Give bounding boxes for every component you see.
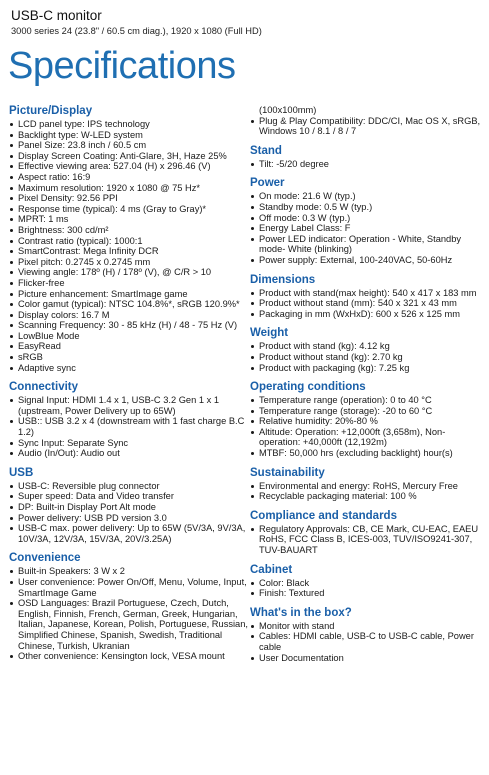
- page-title: Specifications: [8, 45, 236, 87]
- spec-item: Display colors: 16.7 M: [9, 310, 248, 321]
- section-connectivity: [9, 381, 248, 459]
- spec-item: Response time (typical): 4 ms (Gray to Gray)*: [9, 204, 248, 215]
- spec-list: [250, 578, 482, 599]
- spec-item: Maximum resolution: 1920 x 1080 @ 75 Hz*: [9, 183, 248, 194]
- spec-item: Other convenience: Kensington lock, VESA mount: [9, 651, 248, 662]
- section-what-s-in-the-box: [250, 607, 482, 663]
- spec-item: Display Screen Coating: Anti-Glare, 3H, Haze 25%: [9, 151, 248, 162]
- spec-item: Tilt: -5/20 degree: [250, 159, 482, 170]
- continuation-list: [250, 105, 482, 116]
- section-heading: Operating conditions: [250, 381, 366, 394]
- spec-item: Sync Input: Separate Sync: [9, 438, 248, 449]
- section-heading: What's in the box?: [250, 606, 352, 619]
- left-column: [9, 105, 248, 670]
- section-operating-conditions: [250, 381, 482, 459]
- spec-item: Temperature range (storage): -20 to 60 °C: [250, 406, 482, 417]
- spec-item: Product with stand(max height): 540 x 417 x 183 mm: [250, 288, 482, 299]
- spec-item: Finish: Textured: [250, 588, 482, 599]
- right-sections: [250, 116, 482, 664]
- spec-list: [9, 395, 248, 459]
- product-subtitle: 3000 series 24 (23.8" / 60.5 cm diag.), 1920 x 1080 (Full HD): [11, 26, 262, 36]
- section-usb: [9, 467, 248, 545]
- spec-list: [250, 116, 482, 137]
- spec-list: [250, 621, 482, 663]
- section-heading: Dimensions: [250, 273, 316, 286]
- spec-item: Audio (In/Out): Audio out: [9, 448, 248, 459]
- section-stand: [250, 145, 482, 170]
- spec-item: Energy Label Class: F: [250, 223, 482, 234]
- spec-item: Scanning Frequency: 30 - 85 kHz (H) / 48 - 75 Hz (V): [9, 320, 248, 331]
- spec-item: Power LED indicator: Operation - White, Standby mode- White (blinking): [250, 234, 482, 255]
- spec-item: Color gamut (typical): NTSC 104.8%*, sRGB 120.9%*: [9, 299, 248, 310]
- spec-item: Effective viewing area: 527.04 (H) x 296.46 (V): [9, 161, 248, 172]
- spec-list: [250, 395, 482, 459]
- section-weight: [250, 327, 482, 373]
- spec-item: Environmental and energy: RoHS, Mercury Free: [250, 481, 482, 492]
- section-heading: Cabinet: [250, 563, 293, 576]
- spec-item: Monitor with stand: [250, 621, 482, 632]
- section-heading: Convenience: [9, 552, 81, 565]
- spec-list: [250, 524, 482, 556]
- spec-list: [250, 341, 482, 373]
- spec-item: Standby mode: 0.5 W (typ.): [250, 202, 482, 213]
- spec-item: Brightness: 300 cd/m²: [9, 225, 248, 236]
- spec-item: Off mode: 0.3 W (typ.): [250, 213, 482, 224]
- spec-item: USB-C: Reversible plug connector: [9, 481, 248, 492]
- product-name: USB-C monitor: [11, 8, 102, 23]
- section-heading: Weight: [250, 327, 289, 340]
- section-continued: [250, 116, 482, 137]
- spec-item: Super speed: Data and Video transfer: [9, 491, 248, 502]
- section-power: [250, 177, 482, 265]
- spec-item: Picture enhancement: SmartImage game: [9, 289, 248, 300]
- spec-list: [250, 288, 482, 320]
- spec-item: Color: Black: [250, 578, 482, 589]
- spec-item: Temperature range (operation): 0 to 40 °C: [250, 395, 482, 406]
- section-heading: Compliance and standards: [250, 509, 397, 522]
- section-heading: Connectivity: [9, 381, 79, 394]
- spec-item: Product without stand (mm): 540 x 321 x 43 mm: [250, 298, 482, 309]
- right-column: [250, 105, 482, 671]
- spec-list: [250, 159, 482, 170]
- spec-item: Cables: HDMI cable, USB-C to USB-C cable, Power cable: [250, 631, 482, 652]
- section-compliance-and-standards: [250, 510, 482, 556]
- section-heading: Sustainability: [250, 466, 325, 479]
- spec-item: User convenience: Power On/Off, Menu, Volume, Input, SmartImage Game: [9, 577, 248, 598]
- spec-item: Aspect ratio: 16:9: [9, 172, 248, 183]
- section-sustainability: [250, 467, 482, 502]
- continuation-text: (100x100mm): [259, 105, 317, 115]
- spec-item: Recyclable packaging material: 100 %: [250, 491, 482, 502]
- spec-item: Flicker-free: [9, 278, 248, 289]
- spec-item: User Documentation: [250, 653, 482, 664]
- spec-item: Contrast ratio (typical): 1000:1: [9, 236, 248, 247]
- spec-item: Regulatory Approvals: CB, CE Mark, CU-EAC, EAEU RoHS, FCC Class B, ICES-003, TUV/ISO9241-307, TUV-BAUART: [250, 524, 482, 556]
- spec-item: Altitude: Operation: +12,000ft (3,658m), Non-operation: +40,000ft (12,192m): [250, 427, 482, 448]
- spec-item: LCD panel type: IPS technology: [9, 119, 248, 130]
- section-cabinet: [250, 564, 482, 599]
- spec-item: On mode: 21.6 W (typ.): [250, 191, 482, 202]
- spec-item: Pixel pitch: 0.2745 x 0.2745 mm: [9, 257, 248, 268]
- section-heading: Stand: [250, 144, 282, 157]
- section-dimensions: [250, 274, 482, 320]
- spec-item: LowBlue Mode: [9, 331, 248, 342]
- spec-item: sRGB: [9, 352, 248, 363]
- spec-item: Viewing angle: 178º (H) / 178º (V), @ C/R > 10: [9, 267, 248, 278]
- spec-item: MPRT: 1 ms: [9, 214, 248, 225]
- spec-list: [9, 481, 248, 545]
- spec-item: Product without stand (kg): 2.70 kg: [250, 352, 482, 363]
- spec-item: SmartContrast: Mega Infinity DCR: [9, 246, 248, 257]
- spec-list: [250, 191, 482, 265]
- spec-item: Product with packaging (kg): 7.25 kg: [250, 363, 482, 374]
- spec-list: [9, 566, 248, 661]
- spec-item: DP: Built-in Display Port Alt mode: [9, 502, 248, 513]
- spec-item: Adaptive sync: [9, 363, 248, 374]
- spec-item: Power delivery: USB PD version 3.0: [9, 513, 248, 524]
- spec-item: Built-in Speakers: 3 W x 2: [9, 566, 248, 577]
- spec-item: Backlight type: W-LED system: [9, 130, 248, 141]
- spec-item: Power supply: External, 100-240VAC, 50-60Hz: [250, 255, 482, 266]
- section-heading: Power: [250, 177, 285, 190]
- spec-item: EasyRead: [9, 341, 248, 352]
- spec-item: USB:: USB 3.2 x 4 (downstream with 1 fast charge B.C 1.2): [9, 416, 248, 437]
- spec-item: Panel Size: 23.8 inch / 60.5 cm: [9, 140, 248, 151]
- spec-item: USB-C max. power delivery: Up to 65W (5V/3A, 9V/3A, 10V/3A, 12V/3A, 15V/3A, 20V/3.25A): [9, 523, 248, 544]
- spec-item: Packaging in mm (WxHxD): 600 x 526 x 125 mm: [250, 309, 482, 320]
- section-convenience: [9, 552, 248, 661]
- spec-item: Signal Input: HDMI 1.4 x 1, USB-C 3.2 Gen 1 x 1 (upstream, Power Delivery up to 65W): [9, 395, 248, 416]
- section-picture-display: [9, 105, 248, 373]
- spec-item: OSD Languages: Brazil Portuguese, Czech, Dutch, English, Finnish, French, German, Greek, Hungarian, Italian, Japanese, Korean, Polish, Portuguese, Russian, Simplified Chinese, Spanish, Swedish, Traditional Chinese, Turkish, Ukranian: [9, 598, 248, 651]
- spec-item: MTBF: 50,000 hrs (excluding backlight) hour(s): [250, 448, 482, 459]
- spec-item: Relative humidity: 20%-80 %: [250, 416, 482, 427]
- spec-item: Plug & Play Compatibility: DDC/CI, Mac OS X, sRGB, Windows 10 / 8.1 / 8 / 7: [250, 116, 482, 137]
- spec-item: Product with stand (kg): 4.12 kg: [250, 341, 482, 352]
- spec-list: [9, 119, 248, 373]
- section-heading: Picture/Display: [9, 105, 93, 117]
- section-heading: USB: [9, 466, 34, 479]
- spec-item: Pixel Density: 92.56 PPI: [9, 193, 248, 204]
- spec-list: [250, 481, 482, 502]
